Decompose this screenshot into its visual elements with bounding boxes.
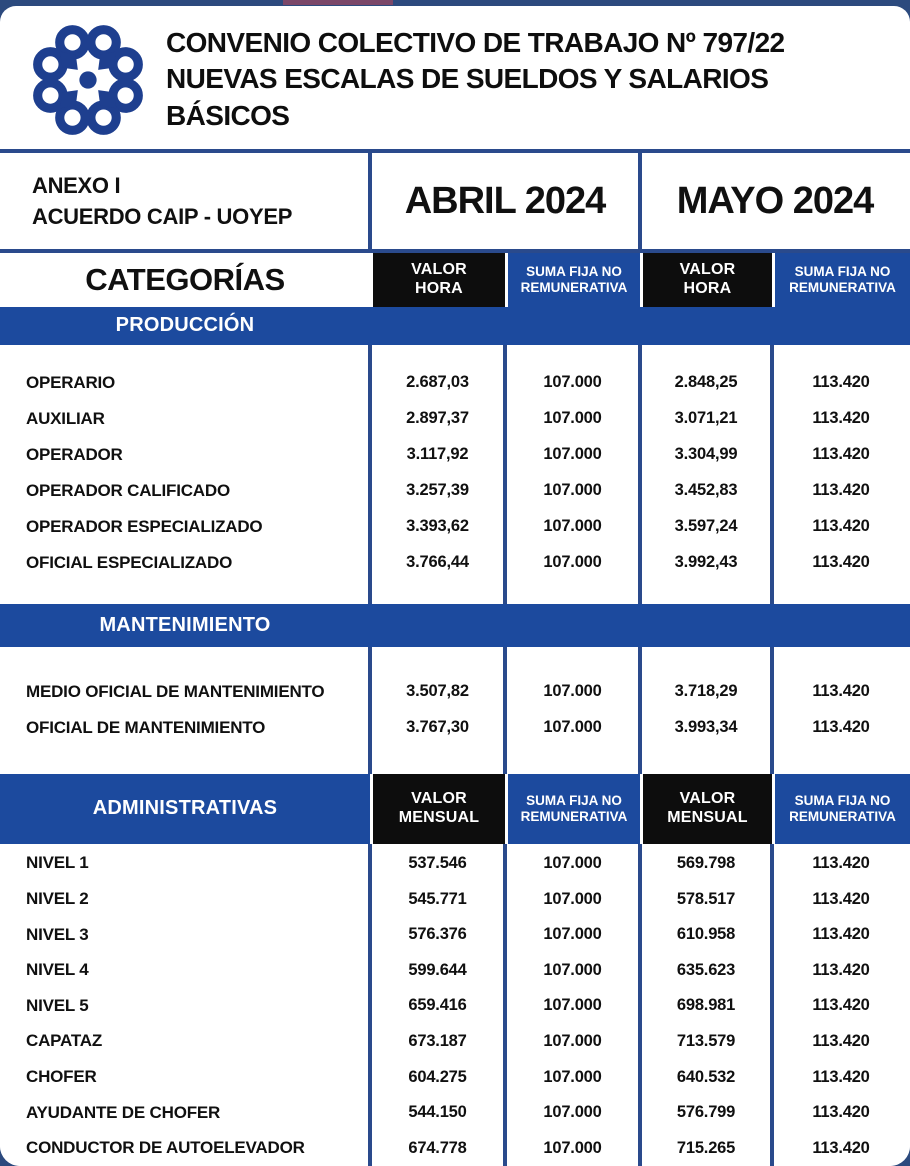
top-maroon-accent <box>283 0 393 5</box>
column-divider <box>503 844 507 1166</box>
value-cell: 113.420 <box>812 481 870 500</box>
value-cell: 3.597,24 <box>674 517 738 536</box>
category-label: NIVEL 4 <box>26 960 89 980</box>
column-divider <box>770 647 774 774</box>
categories-header-row <box>0 253 910 307</box>
document-card <box>0 6 910 1166</box>
value-cell: 3.992,43 <box>674 553 738 572</box>
category-label: AYUDANTE DE CHOFER <box>26 1102 221 1122</box>
value-cell: 3.117,92 <box>406 445 469 464</box>
value-cell: 107.000 <box>543 409 602 428</box>
administrativas-title: ADMINISTRATIVAS <box>92 797 278 820</box>
mantenimiento-rows <box>0 647 910 774</box>
header-valor-mensual-may: VALOR MENSUAL <box>640 774 772 844</box>
value-cell: 107.000 <box>543 996 602 1015</box>
value-cell: 113.420 <box>812 445 870 464</box>
value-cell: 113.420 <box>812 996 870 1015</box>
anexo-month-row <box>0 153 910 249</box>
value-cell: 674.778 <box>408 1138 467 1157</box>
value-cell: 3.304,99 <box>674 445 738 464</box>
value-cell: 2.897,37 <box>406 409 469 428</box>
category-label: NIVEL 2 <box>26 889 89 909</box>
category-label: MEDIO OFICIAL DE MANTENIMIENTO <box>26 681 325 701</box>
value-cell: 576.376 <box>408 925 467 944</box>
value-cell: 576.799 <box>676 1103 736 1122</box>
value-cell: 113.420 <box>812 553 870 572</box>
value-cell: 3.718,29 <box>674 682 738 701</box>
category-label: NIVEL 1 <box>26 853 89 873</box>
header-suma-fija-mensual-april: SUMA FIJA NO REMUNERATIVA <box>505 774 640 844</box>
section-band-mantenimiento: MANTENIMIENTO <box>0 604 910 647</box>
category-label: OPERADOR <box>26 444 123 464</box>
value-cell: 107.000 <box>543 1067 602 1086</box>
document-header <box>0 6 910 149</box>
value-cell: 113.420 <box>812 925 870 944</box>
categories-title: CATEGORÍAS <box>85 261 285 297</box>
value-cell: 713.579 <box>676 1031 736 1050</box>
category-label: OPERADOR ESPECIALIZADO <box>26 516 263 536</box>
value-cell: 113.420 <box>812 718 870 737</box>
value-cell: 610.958 <box>676 925 736 944</box>
value-cell: 113.420 <box>812 1031 870 1050</box>
value-cell: 113.420 <box>812 853 870 872</box>
category-label: OPERADOR CALIFICADO <box>26 480 230 500</box>
category-label: NIVEL 5 <box>26 995 89 1015</box>
anexo-cell <box>0 153 370 249</box>
value-cell: 569.798 <box>676 853 736 872</box>
value-cell: 107.000 <box>543 445 602 464</box>
value-cell: 107.000 <box>543 718 602 737</box>
value-cell: 659.416 <box>408 996 467 1015</box>
category-label: OFICIAL DE MANTENIMIENTO <box>26 717 266 737</box>
column-divider <box>368 153 372 249</box>
header-valor-mensual-april: VALOR MENSUAL <box>370 774 505 844</box>
column-divider <box>770 345 774 604</box>
column-divider <box>503 647 507 774</box>
category-label: OFICIAL ESPECIALIZADO <box>26 552 233 572</box>
administrativas-rows <box>0 844 910 1166</box>
value-cell: 544.150 <box>408 1103 467 1122</box>
value-cell: 640.532 <box>676 1067 736 1086</box>
value-cell: 107.000 <box>543 960 602 979</box>
category-label: CAPATAZ <box>26 1031 103 1051</box>
value-cell: 107.000 <box>543 1138 602 1157</box>
title-line-1: CONVENIO COLECTIVO DE TRABAJO Nº 797/22 <box>166 27 785 59</box>
value-cell: 3.071,21 <box>674 409 738 428</box>
value-cell: 113.420 <box>812 517 870 536</box>
column-divider <box>503 345 507 604</box>
value-cell: 698.981 <box>676 996 736 1015</box>
value-cell: 604.275 <box>408 1067 467 1086</box>
month-header-may: MAYO 2024 <box>676 179 874 222</box>
column-divider <box>368 647 372 774</box>
column-divider <box>368 345 372 604</box>
category-label: CONDUCTOR DE AUTOELEVADOR <box>26 1138 305 1158</box>
header-valor-hora-may: VALOR HORA <box>640 253 772 307</box>
value-cell: 3.393,62 <box>406 517 469 536</box>
month-header-april: ABRIL 2024 <box>404 179 606 222</box>
page-title <box>166 25 892 134</box>
value-cell: 107.000 <box>543 553 602 572</box>
value-cell: 107.000 <box>543 682 602 701</box>
value-cell: 2.848,25 <box>674 373 738 392</box>
value-cell: 3.993,34 <box>674 718 738 737</box>
column-divider <box>368 844 372 1166</box>
column-divider <box>638 647 642 774</box>
section-band-produccion: PRODUCCIÓN <box>0 307 910 345</box>
value-cell: 635.623 <box>676 960 736 979</box>
column-divider <box>638 153 642 249</box>
value-cell: 545.771 <box>408 889 467 908</box>
value-cell: 113.420 <box>812 889 870 908</box>
header-valor-hora-april: VALOR HORA <box>370 253 505 307</box>
category-label: NIVEL 3 <box>26 924 89 944</box>
value-cell: 673.187 <box>408 1031 467 1050</box>
value-cell: 599.644 <box>408 960 467 979</box>
header-suma-fija-may: SUMA FIJA NO REMUNERATIVA <box>772 253 910 307</box>
value-cell: 3.507,82 <box>406 682 469 701</box>
value-cell: 113.420 <box>812 373 870 392</box>
value-cell: 3.257,39 <box>406 481 469 500</box>
produccion-rows <box>0 345 910 604</box>
value-cell: 107.000 <box>543 1031 602 1050</box>
column-divider <box>770 844 774 1166</box>
section-band-administrativas <box>0 774 910 844</box>
column-divider <box>638 345 642 604</box>
value-cell: 113.420 <box>812 1138 870 1157</box>
value-cell: 107.000 <box>543 853 602 872</box>
value-cell: 107.000 <box>543 517 602 536</box>
value-cell: 113.420 <box>812 409 870 428</box>
value-cell: 113.420 <box>812 960 870 979</box>
category-label: AUXILIAR <box>26 408 105 428</box>
value-cell: 3.767,30 <box>406 718 469 737</box>
header-suma-fija-april: SUMA FIJA NO REMUNERATIVA <box>505 253 640 307</box>
caip-flower-logo <box>26 19 150 141</box>
value-cell: 3.452,83 <box>674 481 738 500</box>
anexo-line-2: ACUERDO CAIP - UOYEP <box>32 204 293 230</box>
category-label: CHOFER <box>26 1067 97 1087</box>
value-cell: 2.687,03 <box>406 373 469 392</box>
value-cell: 107.000 <box>543 481 602 500</box>
category-label: OPERARIO <box>26 372 116 392</box>
value-cell: 113.420 <box>812 682 870 701</box>
column-divider <box>638 844 642 1166</box>
title-line-2: NUEVAS ESCALAS DE SUELDOS Y SALARIOS BÁSICOS <box>166 63 769 131</box>
value-cell: 107.000 <box>543 925 602 944</box>
value-cell: 578.517 <box>676 889 736 908</box>
value-cell: 107.000 <box>543 1103 602 1122</box>
value-cell: 107.000 <box>543 373 602 392</box>
anexo-line-1: ANEXO I <box>32 173 121 199</box>
header-suma-fija-mensual-may: SUMA FIJA NO REMUNERATIVA <box>772 774 910 844</box>
value-cell: 107.000 <box>543 889 602 908</box>
value-cell: 3.766,44 <box>406 553 469 572</box>
value-cell: 113.420 <box>812 1067 870 1086</box>
value-cell: 113.420 <box>812 1103 870 1122</box>
value-cell: 537.546 <box>408 853 467 872</box>
value-cell: 715.265 <box>676 1138 736 1157</box>
